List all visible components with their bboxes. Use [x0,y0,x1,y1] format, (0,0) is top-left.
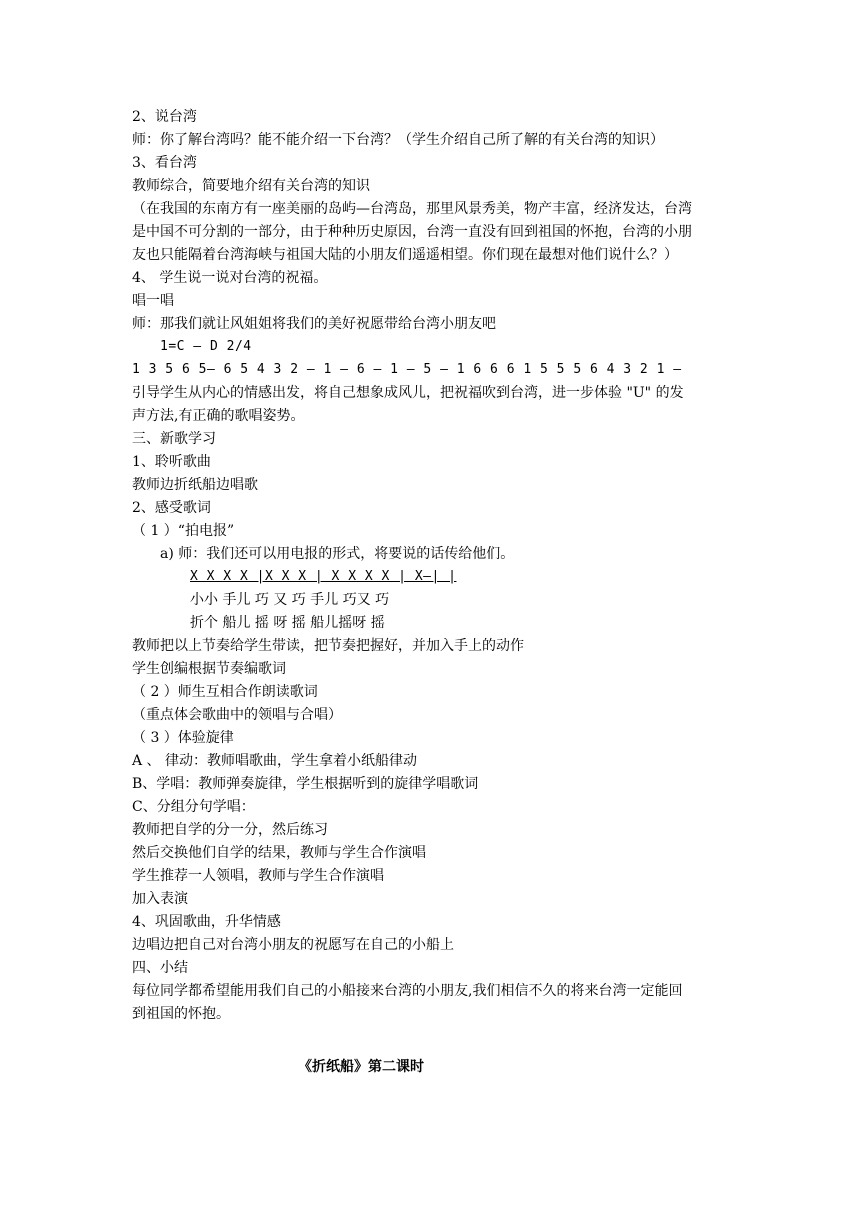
key-signature: 1=C — D 2/4 [160,339,252,354]
student-blessing: 4、 学生说一说对台湾的祝福。 [132,270,328,286]
write-wishes: 边唱边把自己对台湾小朋友的祝愿写在自己的小船上 [132,937,454,953]
teacher-summary: 教师综合，简要地介绍有关台湾的知识 [132,178,370,194]
summary-line-2: 到祖国的怀抱。 [132,1006,230,1022]
item-b-learn: B、学唱：教师弹奏旋律，学生根据听到的旋律学唱歌词 [132,776,479,792]
item-c-group: C、分组分句学唱： [132,799,255,815]
exchange-results: 然后交换他们自学的结果，教师与学生合作演唱 [132,845,426,861]
guidance-line-1: 引导学生从内心的情感出发，将自己想象成风儿，把祝福吹到台湾，进一步体验 "U" 的发 [132,385,684,401]
guidance-line-2: 声方法,有正确的歌唱姿势。 [132,408,305,424]
heading-talk-taiwan: 2、说台湾 [132,109,197,125]
section-title: 《折纸船》第二课时 [298,1059,424,1075]
sub-melody: （ 3 ）体验旋律 [132,730,234,746]
heading-summary: 四、小结 [132,960,188,976]
melody-notation: 1 3 5 6 5— 6 5 4 3 2 — 1 — 6 — 1 — 5 — 1 6 6 6 1 5 5 5 6 4 3 2 1 — [132,362,682,377]
summary-line-1: 每位同学都希望能用我们自己的小船接来台湾的小朋友,我们相信不久的将来台湾一定能回 [132,983,683,999]
lyrics-line-2: 折个 船儿 摇 呀 摇 船儿摇呀 摇 [190,615,385,631]
heading-see-taiwan: 3、看台湾 [132,155,197,171]
step-listen: 1、聆听歌曲 [132,454,211,470]
taiwan-intro-line-1: （在我国的东南方有一座美丽的岛屿—台湾岛，那里风景秀美，物产丰富，经济发达，台湾 [132,201,692,217]
sub-read-lyrics: （ 2 ）师生互相合作朗读歌词 [132,684,318,700]
teacher-rhythm-reading: 教师把以上节奏给学生带读，把节奏把握好，并加入手上的动作 [132,638,524,654]
group-practice: 教师把自学的分一分，然后练习 [132,822,328,838]
step-consolidate: 4、巩固歌曲，升华情感 [132,914,281,930]
students-create-lyrics: 学生创编根据节奏编歌词 [132,661,286,677]
telegram-instruction: a) 师：我们还可以用电报的形式，将要说的话传给他们。 [160,546,515,562]
heading-new-song: 三、新歌学习 [132,431,216,447]
step-feel-lyrics: 2、感受歌词 [132,500,211,516]
sub-telegram: （ 1 ）“拍电报” [132,523,235,539]
lead-singer: 学生推荐一人领唱，教师与学生合作演唱 [132,868,384,884]
taiwan-intro-line-3: 友也只能隔着台湾海峡与祖国大陆的小朋友们遥遥相望。你们现在最想对他们说什么？） [132,247,678,263]
lyrics-line-1: 小小 手儿 巧 又 巧 手儿 巧又 巧 [190,592,390,608]
heading-sing: 唱一唱 [132,293,174,309]
item-a-rhythm: A 、 律动：教师唱歌曲，学生拿着小纸船律动 [132,753,418,769]
lead-chorus-note: （重点体会歌曲中的领唱与合唱） [132,707,342,723]
teacher-question: 师：你了解台湾吗？能不能介绍一下台湾？（学生介绍自己所了解的有关台湾的知识） [132,132,664,148]
taiwan-intro-line-2: 是中国不可分割的一部分，由于种种历史原因，台湾一直没有回到祖国的怀抱，台湾的小朋 [132,224,692,240]
teacher-wind-sister: 师：那我们就让风姐姐将我们的美好祝愿带给台湾小朋友吧 [132,316,496,332]
add-performance: 加入表演 [132,891,188,907]
teacher-fold-sing: 教师边折纸船边唱歌 [132,477,258,493]
rhythm-pattern: X X X X |X X X | X X X X | X—| | [190,569,457,584]
